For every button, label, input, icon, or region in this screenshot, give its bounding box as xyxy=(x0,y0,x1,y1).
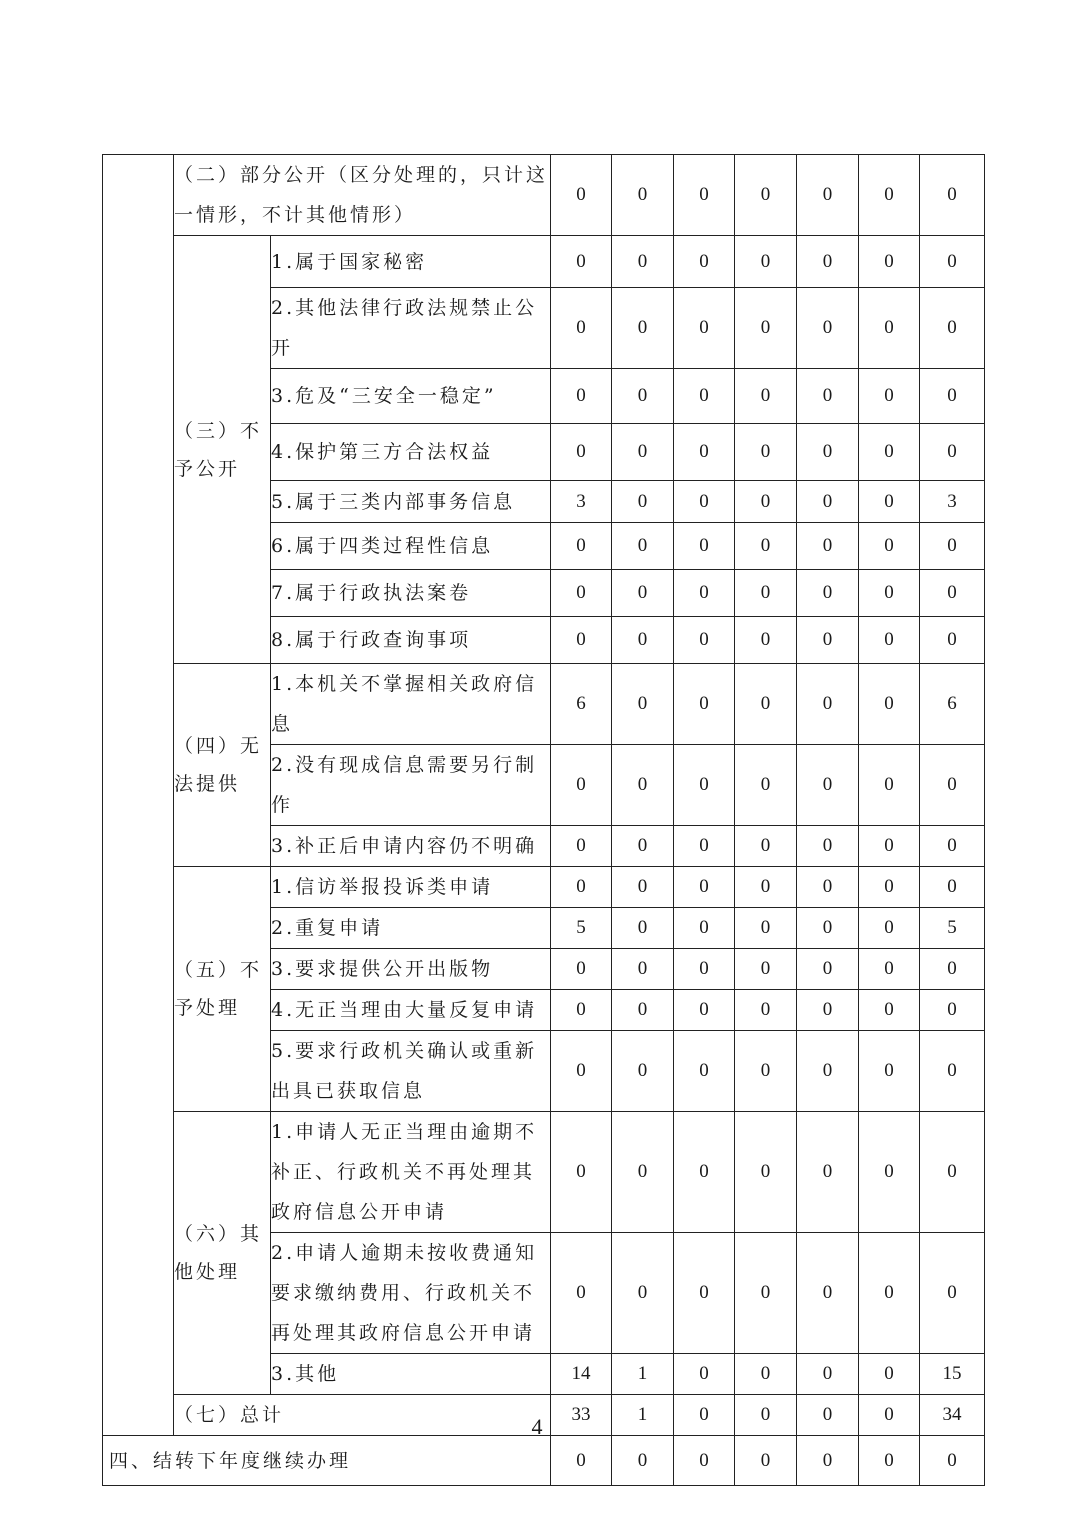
value-cell: 0 xyxy=(797,826,859,867)
page-number: 4 xyxy=(531,1414,543,1439)
value-cell: 0 xyxy=(859,908,920,949)
value-cell: 1 xyxy=(612,1354,674,1395)
value-cell: 0 xyxy=(612,481,674,523)
value-cell: 0 xyxy=(735,1354,797,1395)
value-cell: 33 xyxy=(551,1395,612,1436)
value-cell: 0 xyxy=(551,745,612,826)
value-cell: 0 xyxy=(735,1395,797,1436)
category-label: （四）无法提供 xyxy=(174,664,271,867)
value-cell: 0 xyxy=(797,1436,859,1486)
category-label: （六）其他处理 xyxy=(174,1112,271,1395)
value-cell: 0 xyxy=(551,826,612,867)
value-cell: 0 xyxy=(859,1436,920,1486)
value-cell: 0 xyxy=(612,1233,674,1354)
value-cell: 0 xyxy=(859,990,920,1031)
value-cell: 0 xyxy=(859,745,920,826)
value-cell: 0 xyxy=(920,1031,985,1112)
value-cell: 0 xyxy=(674,481,735,523)
value-cell: 5 xyxy=(920,908,985,949)
table-row xyxy=(103,1112,985,1233)
value-cell: 0 xyxy=(859,1031,920,1112)
value-cell: 34 xyxy=(920,1395,985,1436)
value-cell: 0 xyxy=(612,949,674,990)
value-cell: 0 xyxy=(859,369,920,424)
value-cell: 1 xyxy=(612,1395,674,1436)
value-cell: 0 xyxy=(551,570,612,617)
value-cell: 0 xyxy=(735,481,797,523)
value-cell: 5 xyxy=(551,908,612,949)
value-cell: 15 xyxy=(920,1354,985,1395)
value-cell: 0 xyxy=(612,867,674,908)
reason-label: 1.属于国家秘密 xyxy=(271,236,551,288)
value-cell: 0 xyxy=(551,1031,612,1112)
value-cell: 0 xyxy=(551,1233,612,1354)
value-cell: 0 xyxy=(551,1436,612,1486)
value-cell: 0 xyxy=(551,523,612,570)
value-cell: 0 xyxy=(797,523,859,570)
value-cell: 0 xyxy=(859,155,920,236)
value-cell: 0 xyxy=(674,1112,735,1233)
value-cell: 0 xyxy=(612,570,674,617)
value-cell: 0 xyxy=(797,1031,859,1112)
reason-label: 3.危及“三安全一稳定” xyxy=(271,369,551,424)
reason-label: 4.保护第三方合法权益 xyxy=(271,424,551,481)
value-cell: 0 xyxy=(735,949,797,990)
value-cell: 0 xyxy=(859,523,920,570)
reason-label: 3.要求提供公开出版物 xyxy=(271,949,551,990)
value-cell: 0 xyxy=(551,369,612,424)
value-cell: 0 xyxy=(797,1395,859,1436)
value-cell: 0 xyxy=(797,1233,859,1354)
value-cell: 0 xyxy=(920,288,985,369)
total-label: （七）总计 xyxy=(174,1395,551,1436)
value-cell: 0 xyxy=(674,236,735,288)
value-cell: 0 xyxy=(859,867,920,908)
value-cell: 0 xyxy=(612,745,674,826)
value-cell: 0 xyxy=(920,523,985,570)
value-cell: 0 xyxy=(797,617,859,664)
value-cell: 0 xyxy=(797,481,859,523)
value-cell: 0 xyxy=(674,1031,735,1112)
reason-label: 6.属于四类过程性信息 xyxy=(271,523,551,570)
value-cell: 14 xyxy=(551,1354,612,1395)
value-cell: 0 xyxy=(612,523,674,570)
partial-open-label: （二）部分公开（区分处理的，只计这一情形，不计其他情形） xyxy=(174,155,551,236)
value-cell: 0 xyxy=(797,236,859,288)
value-cell: 0 xyxy=(551,424,612,481)
value-cell: 0 xyxy=(859,617,920,664)
value-cell: 0 xyxy=(920,867,985,908)
value-cell: 0 xyxy=(859,664,920,745)
table-row xyxy=(103,236,985,288)
value-cell: 0 xyxy=(920,424,985,481)
value-cell: 0 xyxy=(735,908,797,949)
value-cell: 0 xyxy=(735,424,797,481)
statistics-table xyxy=(102,154,985,1486)
value-cell: 0 xyxy=(920,1112,985,1233)
reason-label: 7.属于行政执法案卷 xyxy=(271,570,551,617)
value-cell: 0 xyxy=(551,288,612,369)
value-cell: 0 xyxy=(735,1112,797,1233)
value-cell: 0 xyxy=(920,1436,985,1486)
value-cell: 0 xyxy=(920,570,985,617)
value-cell: 0 xyxy=(797,908,859,949)
value-cell: 0 xyxy=(674,424,735,481)
value-cell: 0 xyxy=(612,826,674,867)
value-cell: 0 xyxy=(859,481,920,523)
value-cell: 0 xyxy=(797,288,859,369)
category-label: （三）不予公开 xyxy=(174,236,271,664)
carryover-row xyxy=(103,1436,985,1486)
value-cell: 0 xyxy=(735,1031,797,1112)
reason-label: 4.无正当理由大量反复申请 xyxy=(271,990,551,1031)
value-cell: 0 xyxy=(735,236,797,288)
value-cell: 0 xyxy=(612,155,674,236)
reason-label: 1.申请人无正当理由逾期不补正、行政机关不再处理其政府信息公开申请 xyxy=(271,1112,551,1233)
value-cell: 0 xyxy=(674,617,735,664)
value-cell: 0 xyxy=(797,155,859,236)
value-cell: 0 xyxy=(920,990,985,1031)
value-cell: 0 xyxy=(797,369,859,424)
reason-label: 5.要求行政机关确认或重新出具已获取信息 xyxy=(271,1031,551,1112)
value-cell: 0 xyxy=(859,288,920,369)
value-cell: 0 xyxy=(674,288,735,369)
value-cell: 0 xyxy=(797,949,859,990)
value-cell: 0 xyxy=(859,1233,920,1354)
value-cell: 0 xyxy=(674,1395,735,1436)
value-cell: 0 xyxy=(551,617,612,664)
reason-label: 3.补正后申请内容仍不明确 xyxy=(271,826,551,867)
value-cell: 0 xyxy=(674,745,735,826)
value-cell: 0 xyxy=(674,949,735,990)
value-cell: 0 xyxy=(735,745,797,826)
value-cell: 0 xyxy=(797,1354,859,1395)
value-cell: 0 xyxy=(735,1436,797,1486)
reason-label: 8.属于行政查询事项 xyxy=(271,617,551,664)
value-cell: 0 xyxy=(920,155,985,236)
value-cell: 0 xyxy=(797,745,859,826)
reason-label: 2.申请人逾期未按收费通知要求缴纳费用、行政机关不再处理其政府信息公开申请 xyxy=(271,1233,551,1354)
value-cell: 6 xyxy=(551,664,612,745)
value-cell: 0 xyxy=(920,369,985,424)
value-cell: 0 xyxy=(612,369,674,424)
value-cell: 0 xyxy=(735,826,797,867)
value-cell: 0 xyxy=(920,236,985,288)
table-row xyxy=(103,155,985,236)
value-cell: 0 xyxy=(735,288,797,369)
value-cell: 0 xyxy=(551,949,612,990)
table-row xyxy=(103,664,985,745)
reason-label: 1.本机关不掌握相关政府信息 xyxy=(271,664,551,745)
value-cell: 0 xyxy=(920,949,985,990)
value-cell: 0 xyxy=(735,1233,797,1354)
reason-label: 2.其他法律行政法规禁止公开 xyxy=(271,288,551,369)
value-cell: 0 xyxy=(735,570,797,617)
value-cell: 3 xyxy=(920,481,985,523)
value-cell: 0 xyxy=(859,570,920,617)
value-cell: 0 xyxy=(797,664,859,745)
value-cell: 0 xyxy=(551,155,612,236)
value-cell: 0 xyxy=(920,1233,985,1354)
value-cell: 0 xyxy=(674,664,735,745)
value-cell: 0 xyxy=(797,424,859,481)
value-cell: 0 xyxy=(612,1031,674,1112)
value-cell: 0 xyxy=(674,523,735,570)
value-cell: 3 xyxy=(551,481,612,523)
table-row xyxy=(103,867,985,908)
value-cell: 0 xyxy=(735,369,797,424)
value-cell: 0 xyxy=(612,617,674,664)
carryover-label: 四、结转下年度继续办理 xyxy=(103,1436,551,1486)
value-cell: 0 xyxy=(612,288,674,369)
value-cell: 0 xyxy=(674,155,735,236)
value-cell: 0 xyxy=(797,990,859,1031)
reason-label: 2.重复申请 xyxy=(271,908,551,949)
value-cell: 0 xyxy=(797,570,859,617)
reason-label: 2.没有现成信息需要另行制作 xyxy=(271,745,551,826)
value-cell: 0 xyxy=(612,236,674,288)
reason-label: 1.信访举报投诉类申请 xyxy=(271,867,551,908)
value-cell: 0 xyxy=(859,1395,920,1436)
value-cell: 0 xyxy=(674,570,735,617)
outer-category-cell xyxy=(103,155,174,1436)
value-cell: 0 xyxy=(551,990,612,1031)
reason-label: 3.其他 xyxy=(271,1354,551,1395)
value-cell: 0 xyxy=(674,1436,735,1486)
value-cell: 0 xyxy=(674,867,735,908)
value-cell: 0 xyxy=(797,1112,859,1233)
value-cell: 0 xyxy=(674,1354,735,1395)
value-cell: 0 xyxy=(612,990,674,1031)
reason-label: 5.属于三类内部事务信息 xyxy=(271,481,551,523)
value-cell: 0 xyxy=(859,1112,920,1233)
value-cell: 0 xyxy=(735,664,797,745)
value-cell: 0 xyxy=(612,664,674,745)
value-cell: 0 xyxy=(735,155,797,236)
value-cell: 0 xyxy=(674,826,735,867)
value-cell: 0 xyxy=(797,867,859,908)
value-cell: 0 xyxy=(735,990,797,1031)
category-label: （五）不予处理 xyxy=(174,867,271,1112)
value-cell: 0 xyxy=(920,826,985,867)
value-cell: 0 xyxy=(859,236,920,288)
value-cell: 0 xyxy=(920,617,985,664)
value-cell: 0 xyxy=(859,826,920,867)
value-cell: 0 xyxy=(674,908,735,949)
value-cell: 0 xyxy=(859,949,920,990)
value-cell: 0 xyxy=(735,617,797,664)
value-cell: 0 xyxy=(859,1354,920,1395)
value-cell: 0 xyxy=(920,745,985,826)
value-cell: 0 xyxy=(674,990,735,1031)
value-cell: 0 xyxy=(551,236,612,288)
value-cell: 0 xyxy=(674,1233,735,1354)
value-cell: 0 xyxy=(735,867,797,908)
value-cell: 0 xyxy=(859,424,920,481)
value-cell: 0 xyxy=(551,867,612,908)
value-cell: 0 xyxy=(674,369,735,424)
value-cell: 0 xyxy=(612,1436,674,1486)
value-cell: 6 xyxy=(920,664,985,745)
value-cell: 0 xyxy=(612,908,674,949)
value-cell: 0 xyxy=(612,424,674,481)
value-cell: 0 xyxy=(551,1112,612,1233)
value-cell: 0 xyxy=(612,1112,674,1233)
value-cell: 0 xyxy=(735,523,797,570)
